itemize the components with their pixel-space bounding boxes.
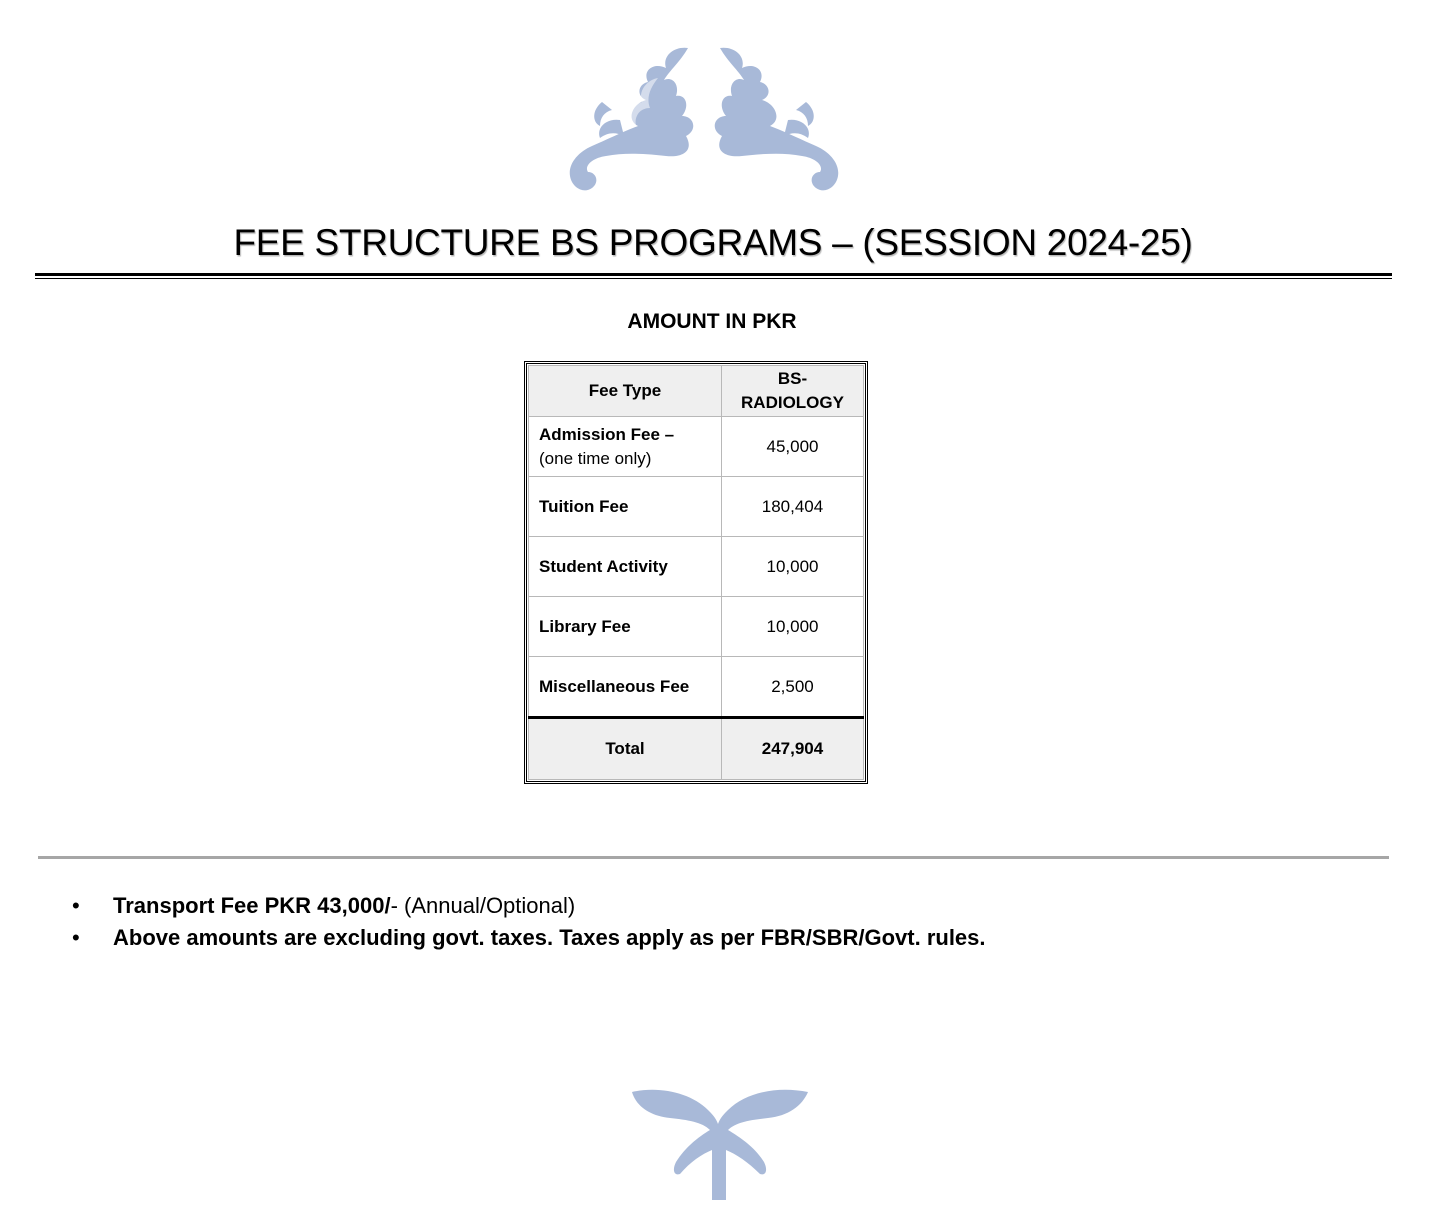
title-divider-thin (35, 278, 1392, 279)
table-total-row (529, 718, 864, 780)
note-bold-text: Transport Fee PKR 43,000/ (113, 893, 391, 918)
total-amount: 247,904 (722, 718, 864, 780)
fee-amount-cell: 10,000 (722, 537, 864, 597)
bullet-icon: • (72, 925, 80, 950)
fee-table (524, 361, 868, 784)
notes-list (72, 890, 986, 954)
page-title: FEE STRUCTURE BS PROGRAMS – (SESSION 2024-25) (233, 222, 1193, 263)
fee-type-note: (one time only) (539, 448, 652, 468)
table-row (529, 657, 864, 718)
fee-type-cell: Student Activity (529, 537, 722, 597)
fee-amount-cell: 10,000 (722, 597, 864, 657)
fee-amount-cell: 45,000 (722, 417, 864, 477)
note-text: - (Annual/Optional) (390, 893, 576, 918)
list-item (72, 922, 986, 954)
fee-type-cell: Miscellaneous Fee (529, 657, 722, 718)
floral-scroll-ornament-icon (562, 40, 846, 196)
table-header-row (529, 366, 864, 417)
title-divider-thick (35, 273, 1392, 276)
note-bold-text: Above amounts are excluding govt. taxes. Taxes apply as per FBR/SBR/Govt. rules. (113, 925, 986, 950)
header-program: BS- RADIOLOGY (722, 366, 864, 417)
fee-type-cell (529, 417, 722, 477)
fee-type-cell: Library Fee (529, 597, 722, 657)
fee-amount-cell: 180,404 (722, 477, 864, 537)
table-row (529, 537, 864, 597)
list-item (72, 890, 986, 922)
table-row (529, 417, 864, 477)
section-divider (38, 856, 1389, 859)
currency-label: AMOUNT IN PKR (627, 310, 797, 333)
bullet-icon: • (72, 893, 80, 918)
fee-type-cell: Tuition Fee (529, 477, 722, 537)
total-label: Total (529, 718, 722, 780)
table-row (529, 477, 864, 537)
fee-amount-cell: 2,500 (722, 657, 864, 718)
header-fee-type: Fee Type (529, 366, 722, 417)
fee-type-label: Admission Fee – (539, 424, 675, 444)
floral-tail-ornament-icon (628, 1084, 812, 1206)
table-row (529, 597, 864, 657)
